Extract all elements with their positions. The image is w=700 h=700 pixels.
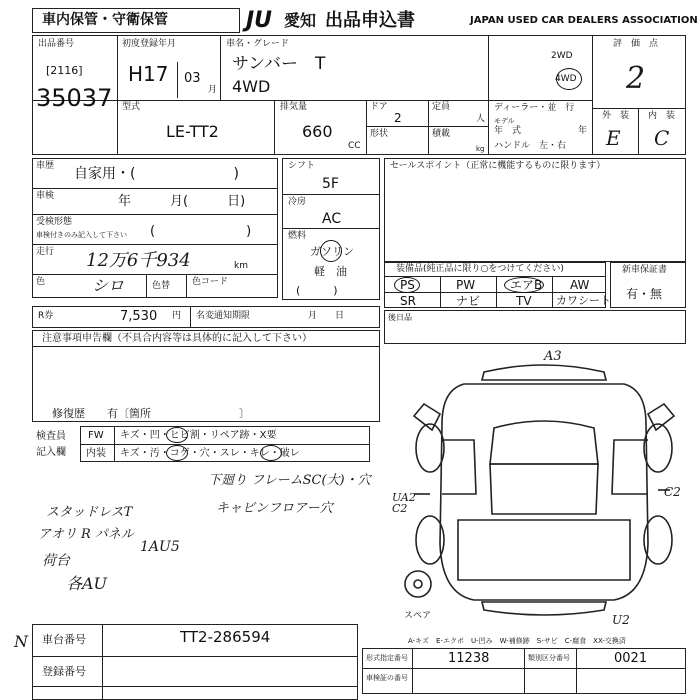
equip-sr: SR bbox=[400, 294, 416, 308]
post-label: 後日品 bbox=[388, 313, 412, 322]
door-value: 2 bbox=[394, 111, 402, 125]
name-label: 車名・グレード bbox=[226, 39, 290, 49]
ps-circle bbox=[394, 277, 420, 293]
hand-note-bed: 荷台 bbox=[42, 553, 70, 569]
hand-note-underbody: 下廻り フレームSC(大)・穴 bbox=[208, 473, 371, 488]
lot-number: 35037 bbox=[36, 84, 113, 112]
inspect-value: 年 月( 日) bbox=[118, 194, 246, 209]
equip-label: 装備品(純正品に限り○をつけてください) bbox=[396, 264, 564, 274]
mileage-label: 走行 bbox=[36, 247, 55, 257]
int-label: 内 装 bbox=[648, 111, 676, 121]
fuel-other: ( ) bbox=[296, 284, 338, 297]
reg-no-label: 登録番号 bbox=[42, 665, 86, 678]
shift-value: 5F bbox=[322, 176, 339, 192]
wd4-label: 4WD bbox=[555, 74, 577, 84]
disp-value: 660 bbox=[302, 122, 333, 141]
diagram-top: A3 bbox=[544, 349, 562, 364]
fuel-circle bbox=[320, 240, 342, 262]
equip-tv: TV bbox=[516, 294, 532, 308]
car-drive: 4WD bbox=[232, 77, 271, 96]
model-label: 型式 bbox=[122, 102, 141, 112]
person-unit: 人 bbox=[476, 114, 486, 124]
lot-small: [2116] bbox=[46, 64, 83, 77]
logo-city: 愛知 bbox=[284, 11, 317, 30]
diagram-right: C2 bbox=[664, 485, 681, 499]
inspector-label: 検査員 bbox=[36, 431, 66, 442]
class-label: 類別区分番号 bbox=[528, 654, 570, 662]
term-label: 名変通知期限 bbox=[196, 311, 251, 321]
shape-label: 形状 bbox=[370, 129, 389, 139]
cap-label: 定員 bbox=[432, 102, 451, 112]
dent-circle bbox=[166, 427, 188, 443]
top-grid bbox=[32, 35, 686, 155]
reg-label: 初度登録年月 bbox=[122, 39, 177, 49]
notes-label: 注意事項申告欄（不具合内容等は具体的に記入して下さい） bbox=[42, 333, 312, 344]
form-title: 出品申込書 bbox=[325, 10, 415, 31]
cc-unit: CC bbox=[348, 141, 361, 151]
post-box bbox=[384, 310, 686, 344]
hand-note-au: 1AU5 bbox=[140, 539, 180, 555]
repair-history: 修復歴 有〔箇所 〕 bbox=[52, 407, 250, 420]
score-value: 2 bbox=[626, 61, 646, 96]
class-code: 0021 bbox=[614, 651, 648, 666]
hand-note-studless: スタッドレスT bbox=[46, 505, 133, 520]
shift-label: シフト bbox=[288, 161, 316, 171]
cool-value: AC bbox=[322, 211, 342, 227]
history-label: 車歴 bbox=[36, 161, 55, 171]
repaint-label: 色替 bbox=[152, 281, 171, 291]
fw-label: FW bbox=[88, 430, 104, 441]
ext-label: 外 装 bbox=[602, 111, 630, 121]
ext-grade: E bbox=[606, 126, 621, 150]
color-value: シロ bbox=[92, 276, 125, 295]
hand-note-each: 各AU bbox=[66, 574, 108, 593]
inspect-label: 車検 bbox=[36, 191, 55, 201]
receive-label: 受検形態 bbox=[36, 217, 73, 227]
year-unit: 年 bbox=[578, 126, 588, 136]
load-label: 積載 bbox=[432, 129, 451, 139]
spare-label: スペア bbox=[404, 611, 432, 621]
model-value: LE-TT2 bbox=[166, 122, 219, 141]
mileage-value: 12万6千934 bbox=[86, 250, 191, 271]
vehicle-label: 車検証の番号 bbox=[366, 674, 408, 682]
hand-mark-n: N bbox=[14, 632, 28, 651]
dealer-label: ディーラー・並 行 bbox=[494, 103, 575, 113]
color-code-label: 色コード bbox=[192, 277, 229, 287]
warranty-value: 有・無 bbox=[626, 287, 663, 301]
r-ticket-value: 7,530 bbox=[120, 309, 158, 324]
sales-box bbox=[384, 158, 686, 262]
fuel-diesel: 軽 油 bbox=[314, 265, 347, 278]
association-name: JAPAN USED CAR DEALERS ASSOCIATION bbox=[470, 15, 698, 26]
hand-note-panel: アオリ R パネル bbox=[38, 527, 134, 542]
legend-line: A-キズ E-エクボ U-凹み W-補修跡 S-サビ C-腐食 XX-交換済 bbox=[408, 637, 626, 645]
r-ticket-label: R券 bbox=[38, 311, 54, 321]
car-name: サンバー T bbox=[232, 54, 326, 74]
model-year-a: モデル bbox=[494, 117, 515, 125]
entry-label: 記入欄 bbox=[36, 447, 66, 458]
door-label: ドア bbox=[370, 102, 388, 112]
reg-month: 03 bbox=[184, 71, 201, 86]
receive-note: 車検付きのみ記入して下さい bbox=[36, 231, 127, 239]
history-value: 自家用・( ) bbox=[74, 166, 239, 182]
warranty-label: 新車保証書 bbox=[622, 265, 668, 275]
model-year-b: 年 式 bbox=[494, 126, 522, 136]
reg-year: H17 bbox=[128, 62, 169, 86]
wd4-circle bbox=[556, 68, 582, 90]
equip-seat: カワシート bbox=[556, 294, 611, 307]
yen-unit: 円 bbox=[172, 311, 182, 321]
color-label: 色 bbox=[36, 277, 46, 287]
frame-label: 車台番号 bbox=[42, 633, 86, 646]
diagram-bottom: U2 bbox=[612, 613, 630, 627]
car-diagram bbox=[384, 344, 686, 634]
type-code: 11238 bbox=[448, 651, 490, 666]
wear-circle bbox=[260, 445, 282, 461]
score-label: 評 価 点 bbox=[613, 39, 659, 49]
stain-circle bbox=[166, 445, 188, 461]
diagram-left: UA2 C2 bbox=[392, 491, 416, 515]
int-grade: C bbox=[654, 126, 670, 150]
airbag-circle bbox=[504, 277, 544, 293]
wd2-label: 2WD bbox=[551, 51, 573, 61]
equip-navi: ナビ bbox=[456, 294, 481, 308]
month-unit: 月 bbox=[208, 85, 218, 95]
equip-airbag: エアB bbox=[510, 278, 543, 292]
lot-label: 出品番号 bbox=[38, 39, 75, 49]
equip-aw: AW bbox=[570, 278, 590, 292]
storage-text: 車内保管・守衛保管 bbox=[42, 12, 168, 28]
disp-label: 排気量 bbox=[280, 102, 308, 112]
fw-items: キズ・凹・ヒビ割・リペア跡・X要 bbox=[120, 430, 277, 441]
handle-label: ハンドル 左・右 bbox=[494, 141, 567, 151]
equip-pw: PW bbox=[456, 278, 476, 292]
fuel-label: 燃料 bbox=[288, 231, 307, 241]
hand-note-cabin: キャビンフロアー穴 bbox=[216, 501, 333, 516]
cool-label: 冷房 bbox=[288, 197, 307, 207]
receive-value: ( ) bbox=[150, 224, 252, 239]
term-value: 月 日 bbox=[308, 311, 345, 321]
fuel-gasoline: ガソリン bbox=[310, 245, 354, 258]
frame-number: TT2-286594 bbox=[180, 628, 271, 646]
sales-label: セールスポイント（正常に機能するものに限ります） bbox=[390, 161, 606, 171]
equip-ps: PS bbox=[400, 278, 415, 292]
km-unit: km bbox=[234, 261, 248, 271]
int-check-label: 内装 bbox=[86, 448, 106, 459]
ju-logo: JU bbox=[246, 8, 273, 33]
kg-unit: kg bbox=[476, 145, 485, 153]
int-items: キズ・汚・コゲ・穴・スレ・キレ・破レ bbox=[120, 448, 300, 459]
type-code-label: 形式指定番号 bbox=[366, 654, 408, 662]
